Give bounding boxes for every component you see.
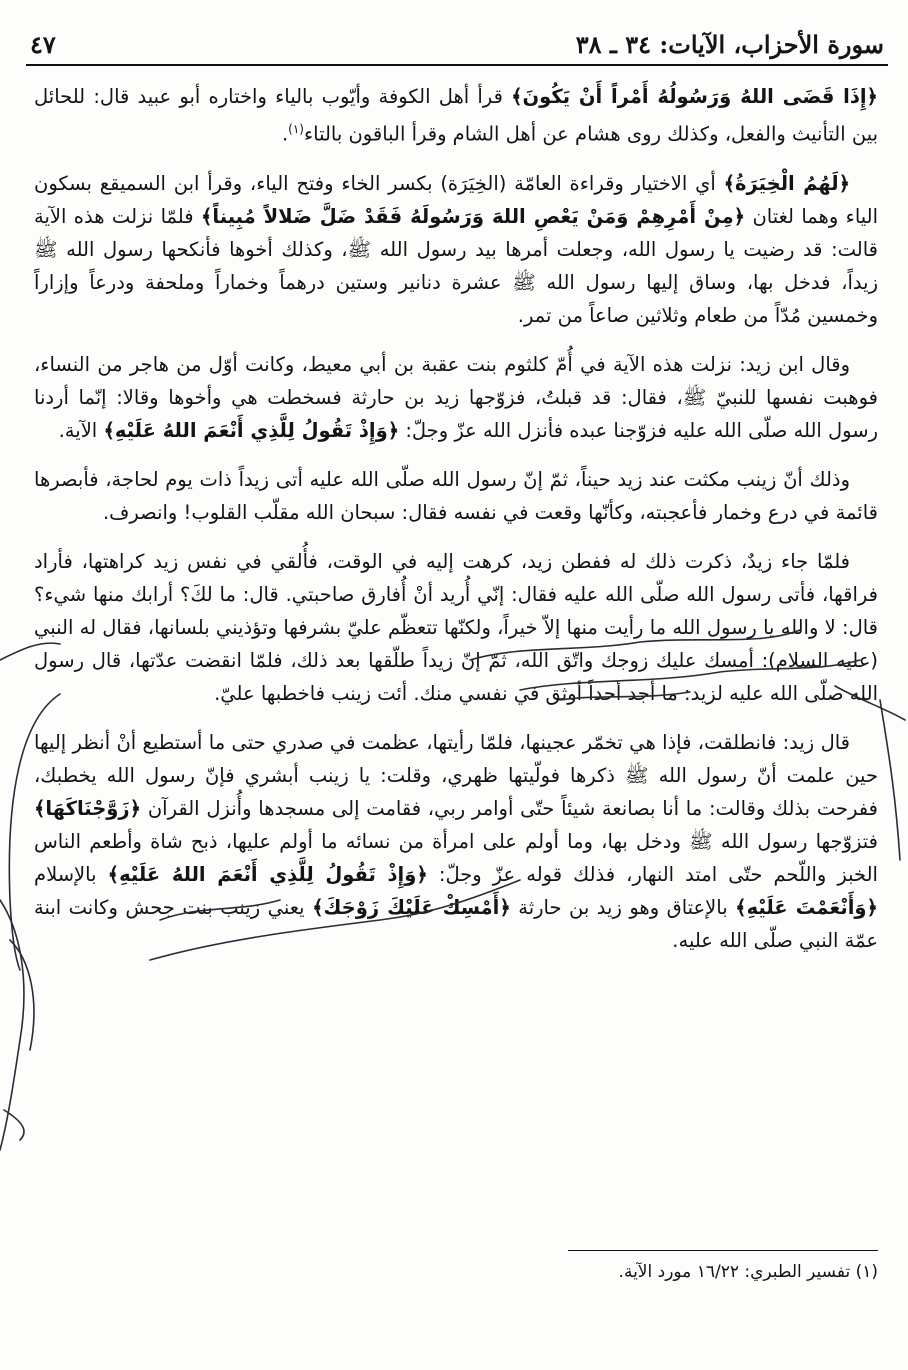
paragraph-6 bbox=[34, 726, 878, 957]
quran-verse: ﴿إِذَا قَضَى اللهُ وَرَسُولُهُ أَمْراً أَنْ يَكُونَ﴾ bbox=[511, 85, 878, 108]
quran-verse: ﴿وَأَنْعَمْتَ عَلَيْهِ﴾ bbox=[735, 895, 878, 919]
paragraph-text: يعني زينب بنت جحش وكانت ابنة عمّة النبي صلّى الله عليه. bbox=[34, 895, 878, 952]
paragraph-text: فلمّا نزلت هذه الآية قالت: قد رضيت يا رسول الله، وجعلت أمرها بيد رسول الله ﷺ، وكذلك أخوها فأنكحها رسول الله ﷺ زيداً، فدخل بها، وساق إليها رسول الله ﷺ عشرة دنانير وستين درهماً وخماراً وملحفة ودرعاً وإزاراً وخمسين مُدّاً من طعام وثلاثين صاعاً من تمر. bbox=[34, 204, 878, 327]
header-rule bbox=[26, 64, 888, 66]
page-number: ٤٧ bbox=[30, 29, 56, 59]
running-title: سورة الأحزاب، الآيات: ٣٤ ـ ٣٨ bbox=[575, 29, 884, 59]
handwriting-scribble bbox=[10, 940, 34, 1050]
paragraph-text: بالإعتاق وهو زيد بن حارثة bbox=[510, 895, 736, 919]
paragraph-text: أي الاختيار وقراءة العامّة (الخِيَرَة) بكسر الخاء وفتح الياء، وقرأ ابن السميقع بسكون الياء وهما لغتان bbox=[34, 171, 879, 228]
handwriting-scribble bbox=[0, 900, 24, 1150]
paragraph-text: قرأ أهل الكوفة وأيّوب بالياء واختاره أبو عبيد قال: للحائل بين التأنيث والفعل، وكذلك روى هشام عن أهل الشام وقرأ الباقون بالتاء bbox=[34, 85, 878, 146]
quran-verse: ﴿مِنْ أَمْرِهِمْ وَمَنْ يَعْصِ اللهَ وَرَسُولَهُ فَقَدْ ضَلَّ ضَلالاً مُبِيناً﴾ bbox=[200, 204, 746, 228]
paragraph-end: الآية. bbox=[58, 418, 104, 442]
handwriting-scribble bbox=[4, 1110, 24, 1140]
paragraph-1 bbox=[34, 80, 878, 151]
paragraph-text: وذلك أنّ زينب مكثت عند زيد حيناً، ثمّ إنّ رسول الله صلّى الله عليه أتى زيداً ذات يوم لحاجة، فأبصرها قائمة في درع وخمار فأعجبته، وكأنّها وقعت في نفسه فقال: سبحان الله مقلّب القلوب! وانصرف. bbox=[34, 467, 878, 524]
quran-verse: ﴿وَإِذْ تَقُولُ لِلَّذِي أَنْعَمَ اللهُ عَلَيْهِ﴾ bbox=[107, 862, 428, 886]
paragraph-4 bbox=[34, 463, 878, 529]
footnote-rule bbox=[568, 1250, 878, 1251]
paragraph-5 bbox=[34, 545, 878, 710]
quran-verse: ﴿وَإِذْ تَقُولُ لِلَّذِي أَنْعَمَ اللهُ عَلَيْهِ﴾ bbox=[103, 418, 400, 442]
margin-bracket-line bbox=[880, 700, 900, 860]
quran-verse: ﴿زَوَّجْنَاكَهَا﴾ bbox=[34, 796, 142, 820]
paragraph-2 bbox=[34, 167, 878, 332]
page-header bbox=[30, 24, 884, 64]
paragraph-text: وقال ابن زيد: نزلت هذه الآية في أُمّ كلثوم بنت عقبة بن أبي معيط، وكانت أوّل من هاجر من النساء، فوهبت نفسها للنبيّ ﷺ، فقال: قد قبلتُ، فزوّجها زيد بن حارثة فسخطت هي وأخوها وقالا: إنّما أردنا رسول الله صلّى الله عليه فزوّجنا عبده فأنزل الله عزّ وجلّ: bbox=[34, 352, 878, 442]
paragraph-text: قال زيد: فانطلقت، فإذا هي تخمّر عجينها، فلمّا رأيتها، عظمت في صدري حتى ما أستطيع أنْ أنظر إليها حين علمت أنّ رسول الله ﷺ ذكرها فولّيتها ظهري، وقلت: يا زينب أبشري فإنّ رسول الله يخطبك، ففرحت بذلك وقالت: ما أنا بصانعة شيئاً حتّى أوامر ربي، فقامت إلى مسجدها وأُنزل القرآن bbox=[34, 730, 878, 820]
paragraph-text: فتزوّجها رسول الله ﷺ ودخل بها، وما أولم على امرأة من نسائه ما أولم عليها، ذبح شاة وأطعم الناس الخبز واللّحم حتّى امتد النهار، فذلك قوله عزّ وجلّ: bbox=[34, 829, 878, 886]
paragraph-text: فلمّا جاء زيدٌ، ذكرت ذلك له ففطن زيد، كرهت إليه في الوقت، فأُلقي في نفس زيد كراهتها، فأراد فراقها، فأتى رسول الله صلّى الله عليه فقال: إنّي أُريد أنْ أُفارق صاحبتي. قال: ما لكَ؟ أرابك منها شيء؟ قال: لا والله يا رسول الله ما رأيت منها إلاّ خيراً، ولكنّها تتعظّم عليّ بشرفها وتؤذيني بلسانها، فقال له النبي (عليه السلام): أمسك عليك زوجك واتّق الله، ثمّ إنّ زيداً طلّقها بعد ذلك، فلمّا انقضت عدّتها، قال رسول الله صلّى الله عليه لزيد: ما أجد أحداً أوثق في نفسي منك. أئت زينب فاخطبها عليّ. bbox=[34, 549, 878, 705]
quran-verse: ﴿أَمْسِكْ عَلَيْكَ زَوْجَكَ﴾ bbox=[312, 895, 511, 919]
paragraph-3 bbox=[34, 348, 878, 447]
paragraph-text: بالإسلام bbox=[34, 862, 108, 886]
quran-verse: ﴿لَهُمُ الْخِيَرَةُ﴾ bbox=[723, 171, 850, 195]
paragraph-end: . bbox=[281, 122, 289, 146]
footnote: (١) تفسير الطبري: ١٦/٢٢ مورد الآية. bbox=[618, 1262, 878, 1282]
body-text bbox=[34, 80, 878, 973]
footnote-ref[interactable]: (١) bbox=[288, 122, 304, 136]
